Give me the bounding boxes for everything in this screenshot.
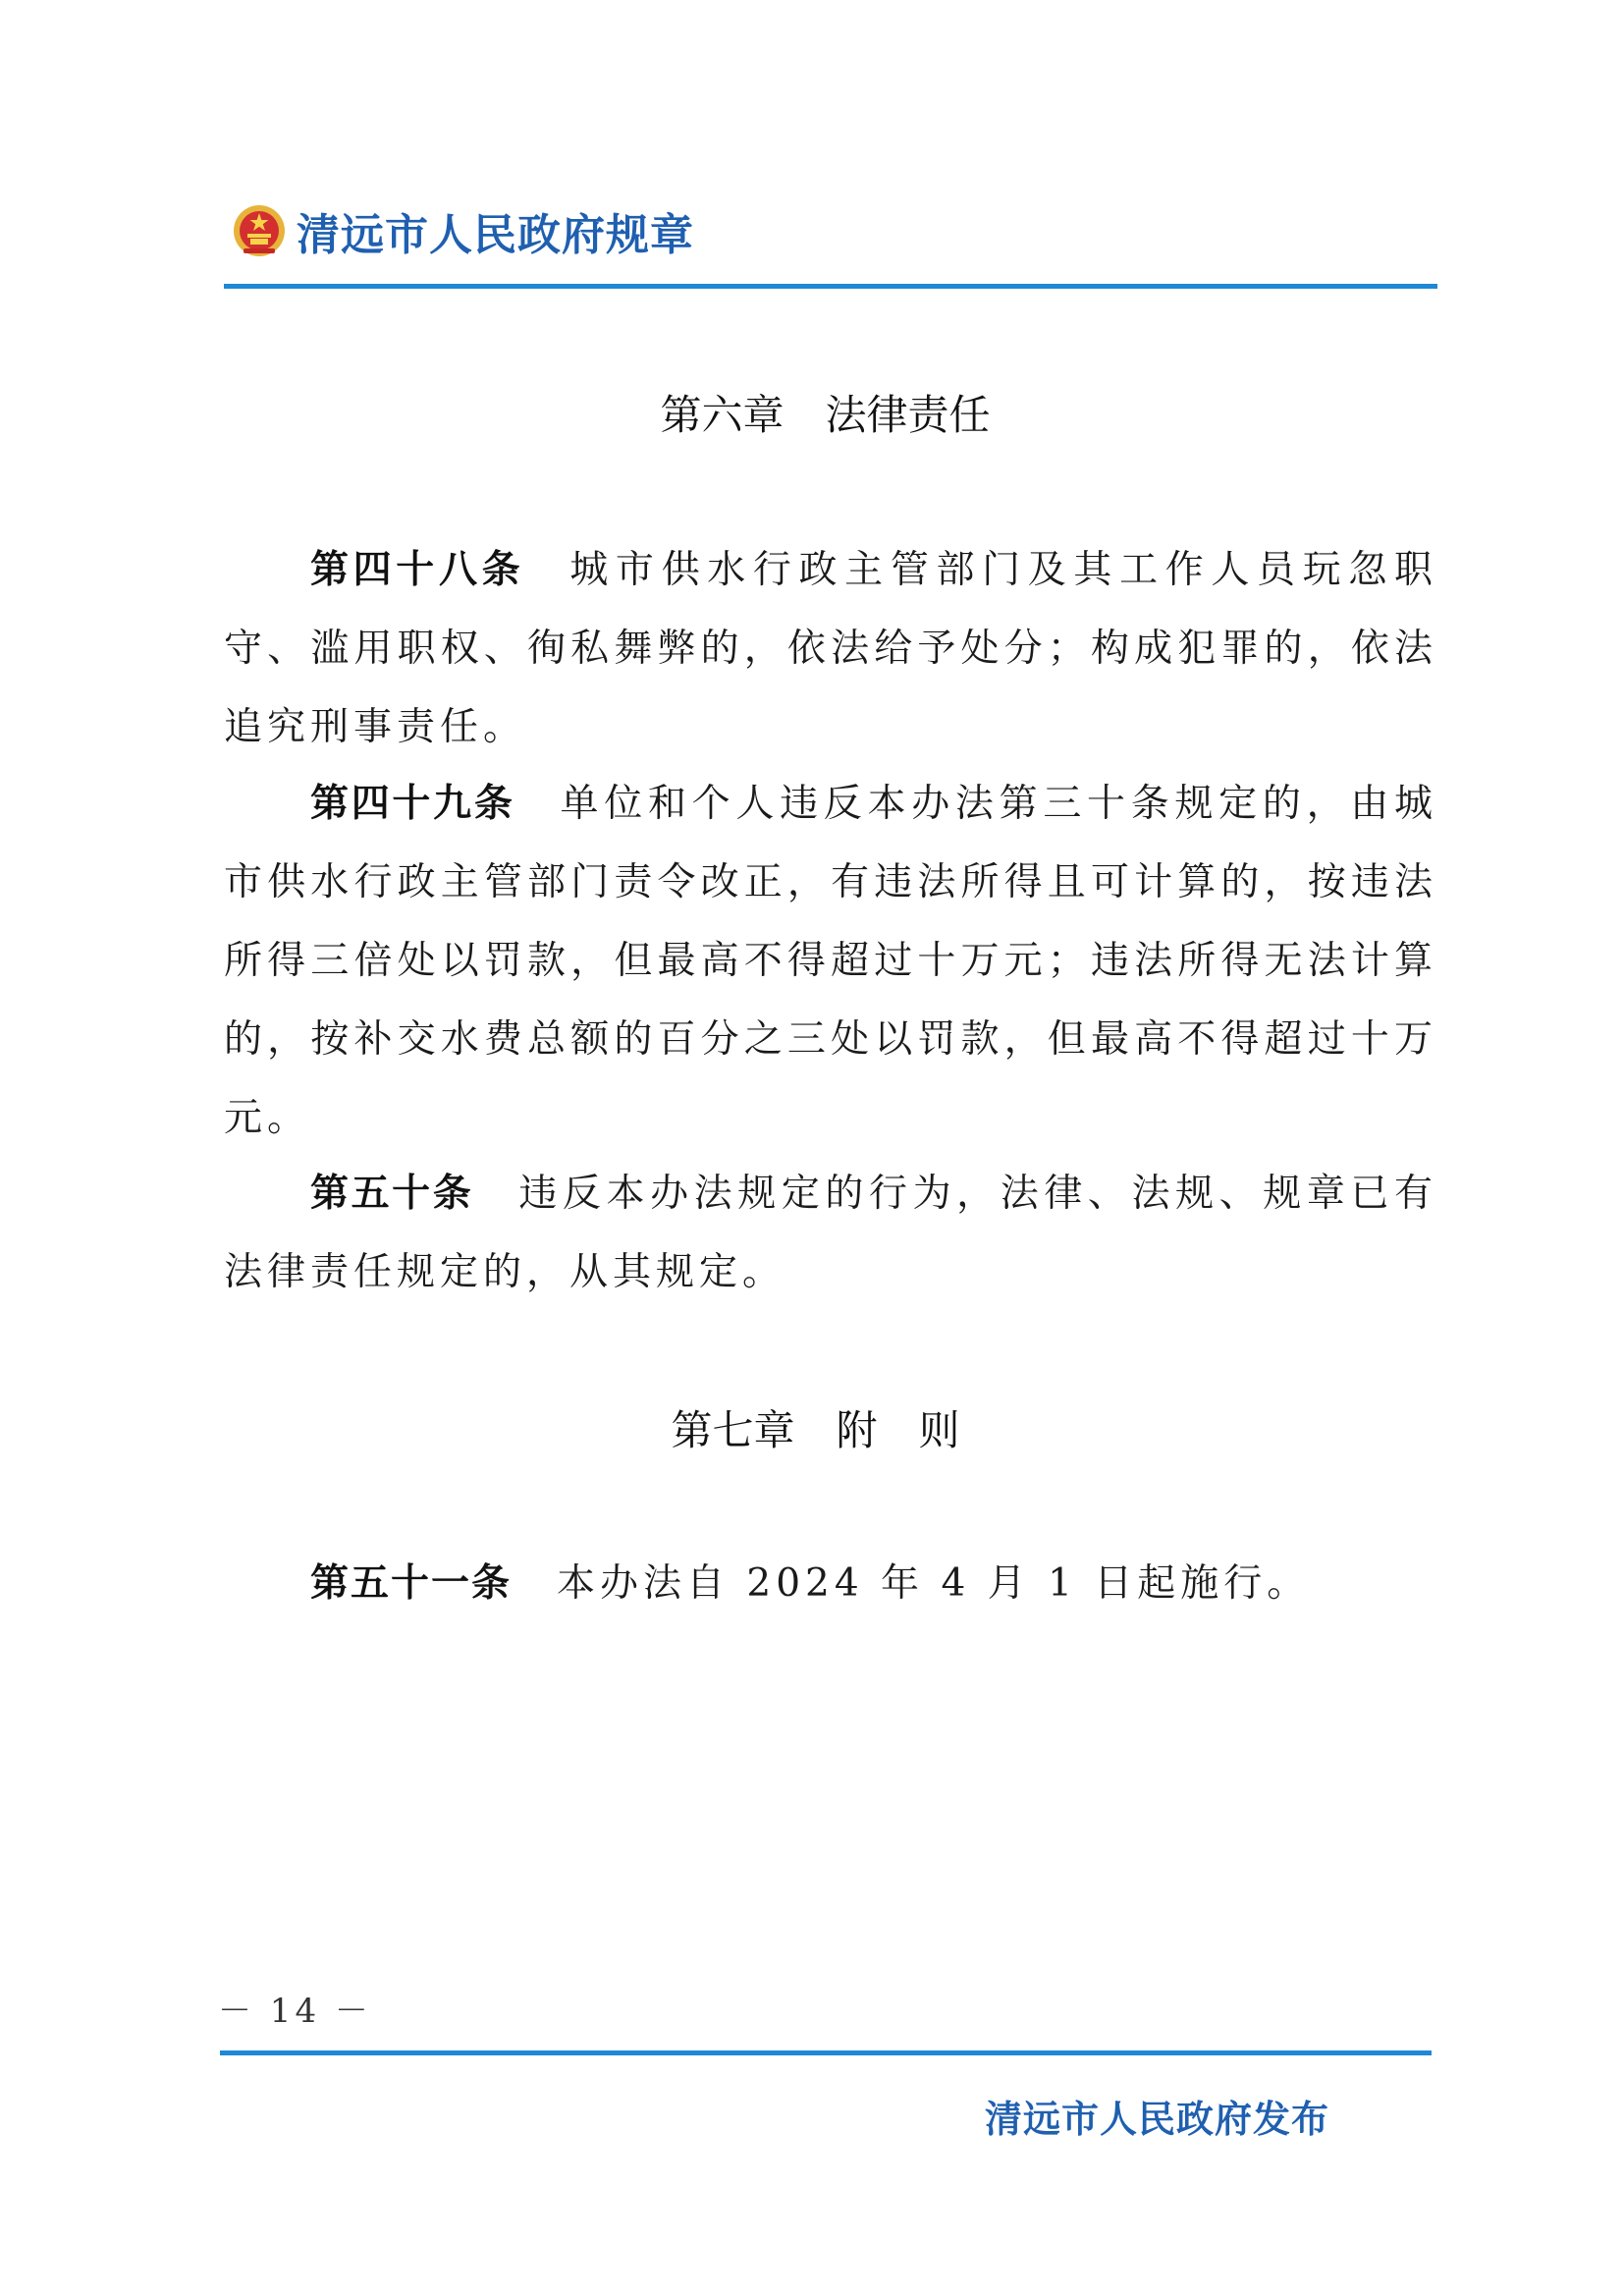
header-title: 清远市人民政府规章 [297,210,694,260]
chapter-seven-title: 第七章 附 则 [671,1406,960,1454]
article-text: 违反本办法规定的行为，法律、法规、规章已有法律责任规定的，从其规定。 [224,1172,1437,1294]
article-49 [224,765,1437,1158]
article-48 [224,531,1437,767]
footer-divider [220,2050,1432,2055]
chapter-six-title: 第六章 法律责任 [660,391,991,439]
header-divider [224,284,1437,289]
article-number: 第五十一条 [310,1561,513,1606]
article-number: 第四十八条 [310,548,525,592]
page-header [232,196,694,265]
article-51 [224,1545,1437,1623]
national-emblem-icon [232,201,287,260]
article-number: 第四十九条 [310,782,515,826]
page-number: － 14 － [218,1992,372,2031]
article-number: 第五十条 [310,1172,474,1216]
footer-publisher: 清远市人民政府发布 [985,2098,1330,2141]
article-text: 本办法自 2024 年 4 月 1 日起施行。 [557,1561,1311,1606]
article-text: 单位和个人违反本办法第三十条规定的，由城市供水行政主管部门责令改正，有违法所得且可计算的，按违法所得三倍处以罚款，但最高不得超过十万元；违法所得无法计算的，按补交水费总额的百分之三处以罚款，但最高不得超过十万元。 [224,782,1437,1140]
article-50 [224,1155,1437,1312]
article-text: 城市供水行政主管部门及其工作人员玩忽职守、滥用职权、徇私舞弊的，依法给予处分；构成犯罪的，依法追究刑事责任。 [224,548,1437,749]
